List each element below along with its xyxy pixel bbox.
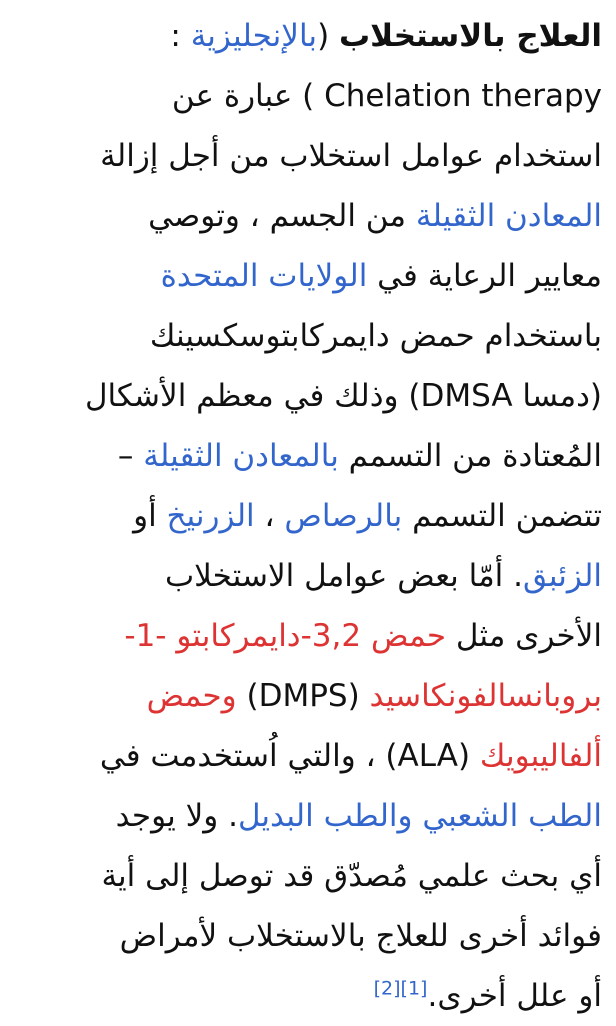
text-line [14, 486, 602, 546]
citation-link[interactable]: [2] [373, 977, 401, 1000]
text-line [14, 66, 602, 126]
text-line [14, 6, 602, 66]
body-text: الأخرى مثل [446, 618, 602, 654]
body-text: ( [457, 738, 480, 774]
text-line [14, 246, 602, 306]
text-line [14, 546, 602, 606]
body-text: من الجسم ، وتوصي [148, 198, 416, 234]
text-line [14, 366, 602, 426]
body-text: . أمّا بعض عوامل الاستخلاب [164, 558, 523, 594]
missing-article-link[interactable]: ألفاليبويك [479, 738, 602, 774]
text-line [14, 846, 602, 906]
body-text: معايير الرعاية في [367, 258, 602, 294]
wiki-link[interactable]: الولايات المتحدة [160, 258, 368, 294]
body-text: استخدام عوامل استخلاب من أجل إزالة [100, 138, 602, 174]
body-text: ) ، والتي اُستخدمت في [99, 738, 398, 774]
text-line [14, 966, 602, 1026]
body-text: ) [236, 678, 259, 714]
wiki-link[interactable]: بالمعادن الثقيلة [143, 438, 339, 474]
body-text: أو [133, 498, 167, 534]
text-line [14, 426, 602, 486]
missing-article-link[interactable]: بروبانسالفونكاسيد [369, 678, 602, 714]
text-line [14, 606, 602, 666]
text-line [14, 906, 602, 966]
body-text: ( [317, 18, 340, 54]
latin-term: ALA [397, 738, 458, 774]
body-text: أي بحث علمي مُصدّق قد توصل إلى أية [101, 858, 602, 894]
body-text: باستخدام حمض دايمركابتوسكسينك [149, 318, 602, 354]
text-line [14, 306, 602, 366]
body-text: ) وذلك في معظم الأشكال [84, 378, 421, 414]
body-text: ( [347, 678, 370, 714]
body-text: . ولا يوجد [115, 798, 238, 834]
body-text: فوائد أخرى للعلاج بالاستخلاب لأمراض [119, 918, 602, 954]
wiki-link[interactable]: الطب الشعبي والطب البديل [237, 798, 602, 834]
text-line [14, 786, 602, 846]
body-text: أو علل أخرى. [427, 978, 602, 1014]
citation-link[interactable]: [1] [400, 977, 428, 1000]
text-line [14, 666, 602, 726]
article-paragraph [14, 6, 602, 1026]
text-line [14, 186, 602, 246]
body-text: : [170, 18, 191, 54]
latin-term: Chelation therapy [324, 78, 602, 114]
wiki-link[interactable]: بالإنجليزية [190, 18, 318, 54]
body-text: (دمسا [512, 378, 602, 414]
latin-term: DMSA [420, 378, 513, 414]
text-line [14, 726, 602, 786]
missing-article-link[interactable]: حمض 3,2-دايمركابتو -1- [124, 618, 447, 654]
article-title-term: العلاج بالاستخلاب [339, 18, 602, 54]
body-text: – [117, 438, 144, 474]
body-text: تتضمن التسمم [402, 498, 602, 534]
wiki-link[interactable]: بالرصاص [284, 498, 403, 534]
wiki-link[interactable]: المعادن الثقيلة [415, 198, 602, 234]
missing-article-link[interactable]: وحمض [146, 678, 237, 714]
wiki-link[interactable]: الزئبق [523, 558, 602, 594]
body-text: ) عبارة عن [171, 78, 325, 114]
wiki-link[interactable]: الزرنيخ [166, 498, 255, 534]
body-text: المُعتادة من التسمم [338, 438, 602, 474]
text-line [14, 126, 602, 186]
latin-term: DMPS [258, 678, 348, 714]
body-text: ، [254, 498, 285, 534]
